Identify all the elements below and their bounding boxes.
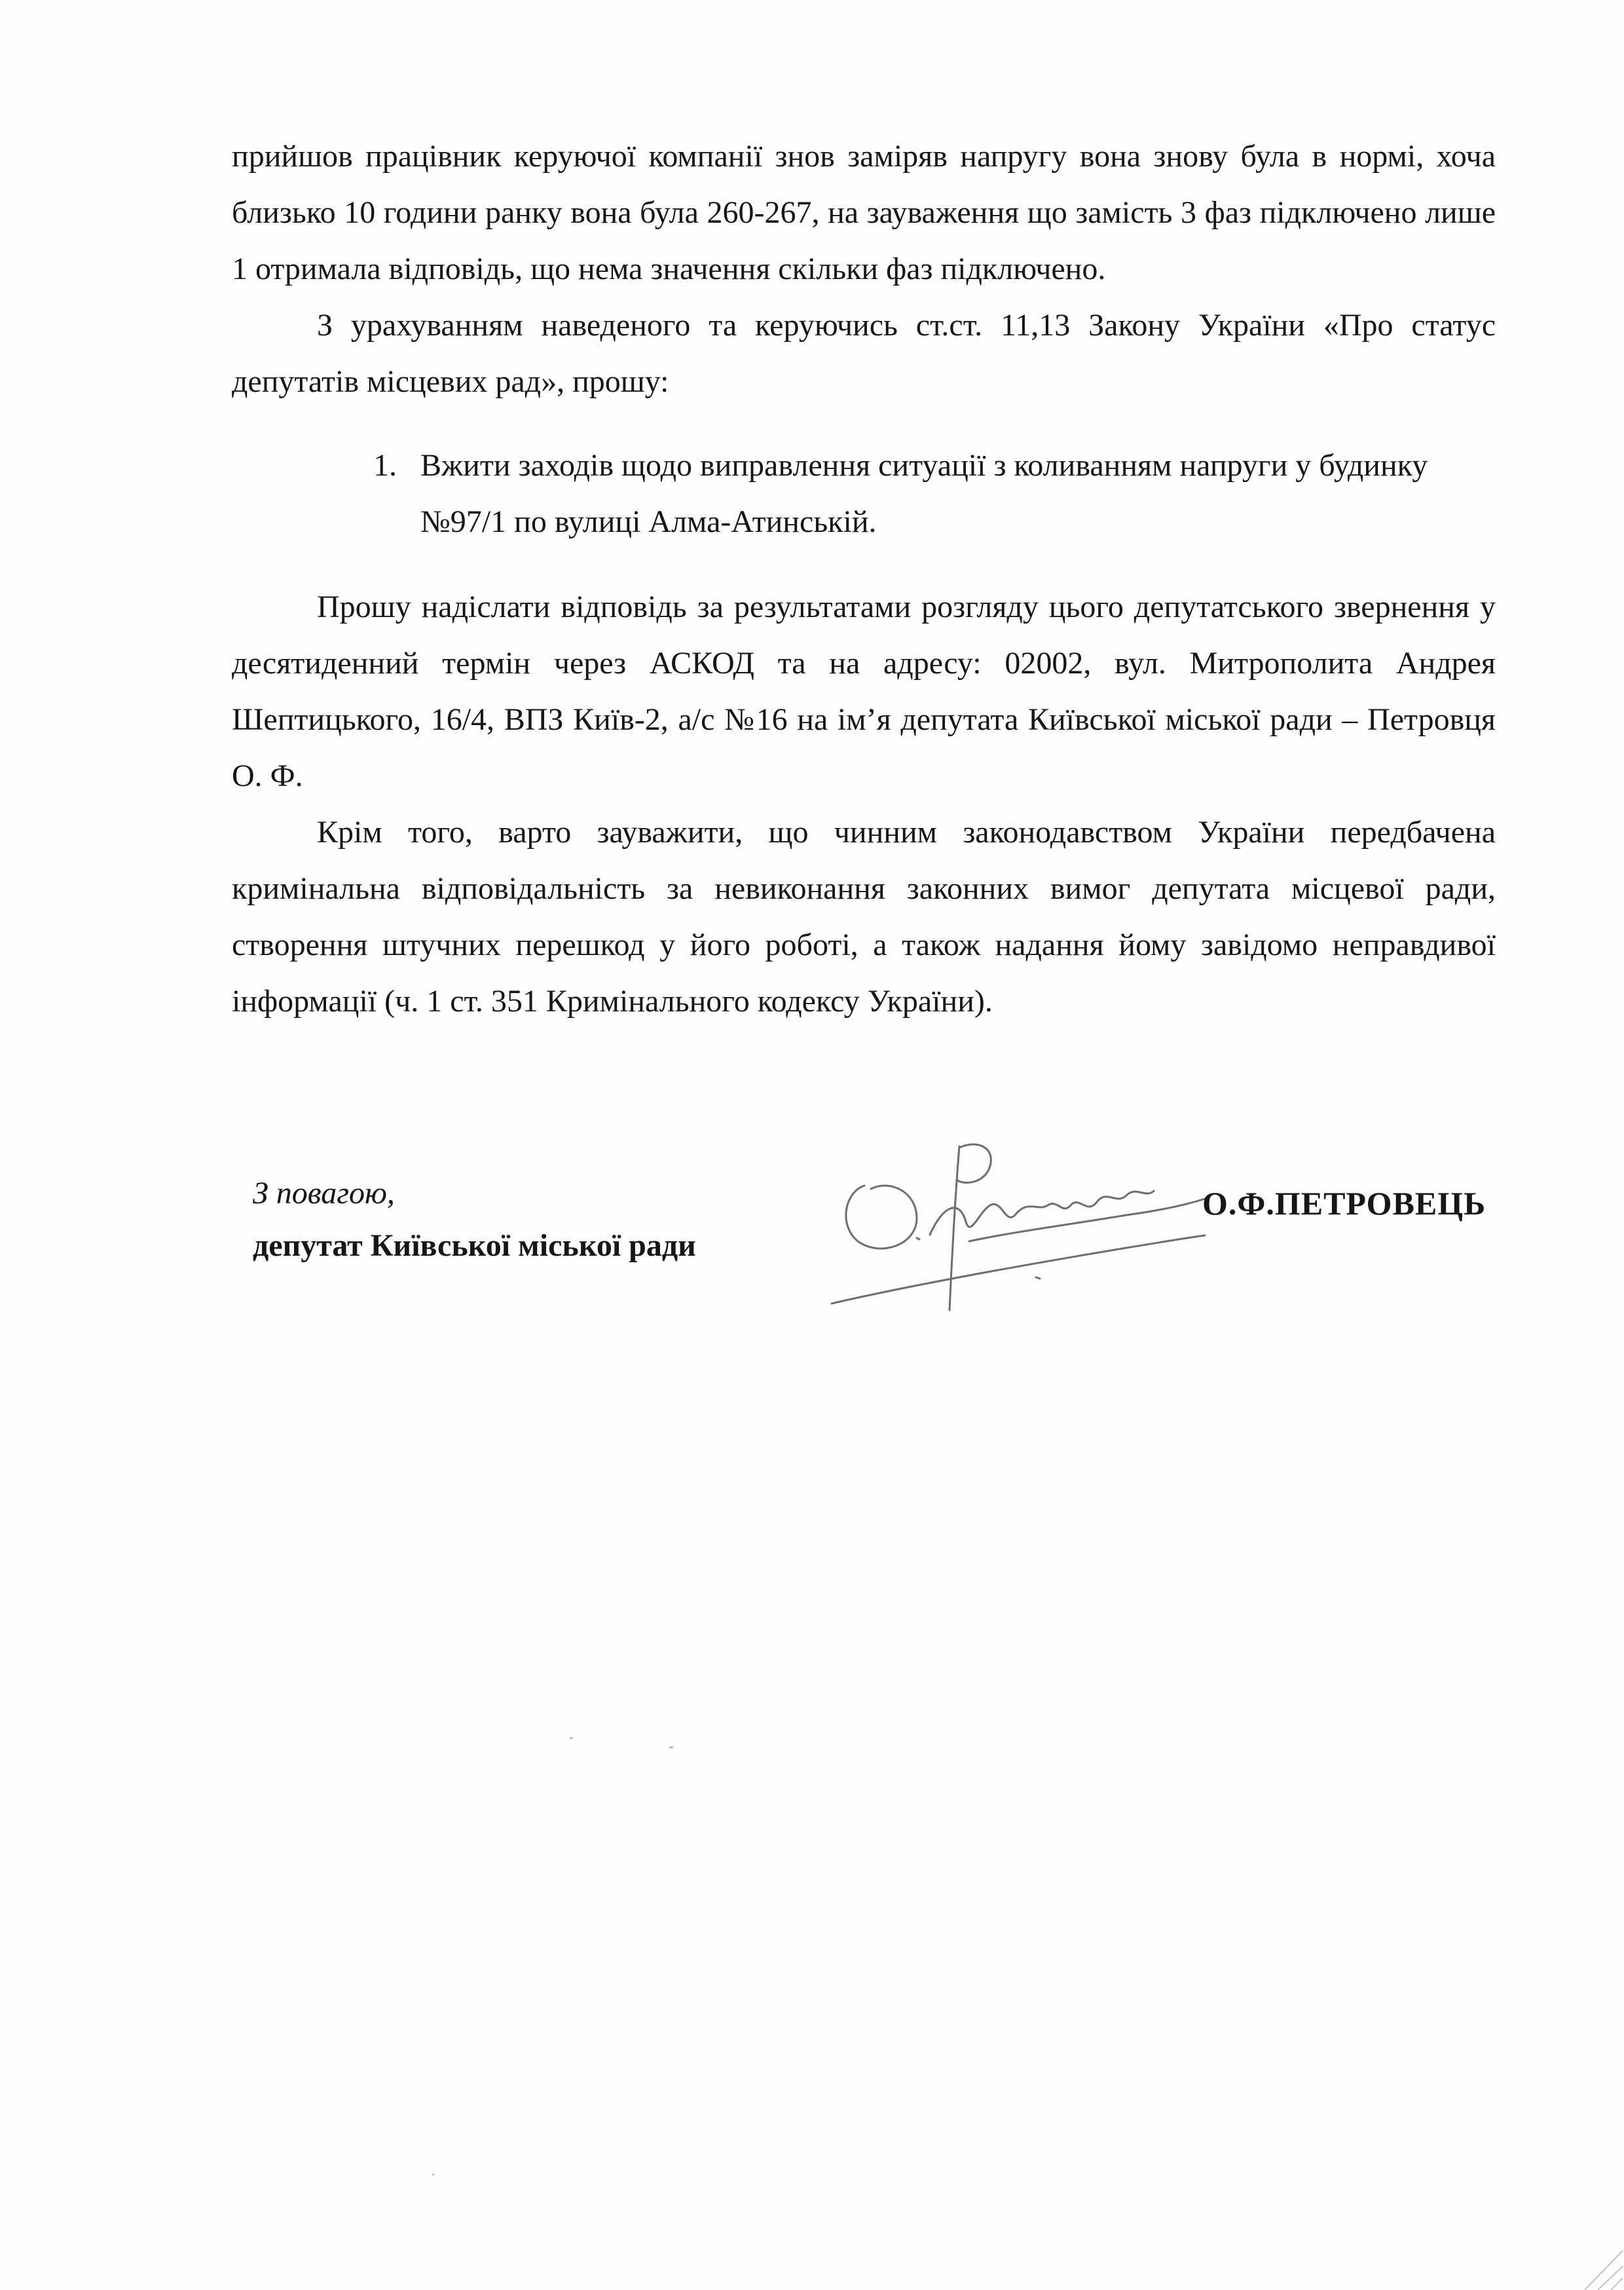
scan-speck [432,2173,434,2175]
paragraph-criminal-liability: Крім того, варто зауважити, що чинним законодавством України передбачена кримінальна відповідальність за невиконання законних вимог депутата місцевої ради, створення штучних перешкод у його роботі, а також надання йому завідомо неправдивої інформації (ч. 1 ст. 351 Кримінального кодексу України). [232,815,1496,1019]
signer-position: депутат Київської міської ради [253,1228,696,1263]
signer-name: О.Ф.ПЕТРОВЕЦЬ [1202,1185,1486,1222]
closing-regards: З повагою, [253,1176,395,1211]
list-item-number: 1. [373,448,397,483]
closing-block [253,1167,696,1272]
document-body [232,128,1496,410]
handwritten-signature [819,1107,1211,1323]
paragraph-response-request: Прошу надіслати відповідь за результатами розгляду цього депутатського звернення у десятиденний термін через АСКОД та на адресу: 02002, вул. Митрополита Андрея Шептицького, 16/4, ВПЗ Київ-2, а/с №16 на ім’я депутата Київської міської ради – Петровця О. Ф. [232,590,1496,793]
scan-speck [570,1737,573,1739]
paragraph-legal-basis: З урахуванням наведеного та керуючись ст.ст. 11,13 Закону України «Про статус депутатів місцевих рад», прошу: [232,308,1496,399]
document-body-continued [232,579,1496,1030]
request-list [373,438,1496,550]
scan-speck [669,1746,673,1748]
list-item [373,438,1496,550]
list-item-text: Вжити заходів щодо виправлення ситуації з коливанням напруги у будинку №97/1 по вулиці Алма-Атинській. [420,448,1428,539]
paragraph-voltage-measurement: прийшов працівник керуючої компанії знов заміряв напругу вона знову була в нормі, хоча близько 10 години ранку вона була 260-267, на зауваження що замість 3 фаз підключено лише 1 отримала відповідь, що нема значення скільки фаз підключено. [232,139,1496,286]
scan-corner-artifact [1506,2211,1624,2290]
